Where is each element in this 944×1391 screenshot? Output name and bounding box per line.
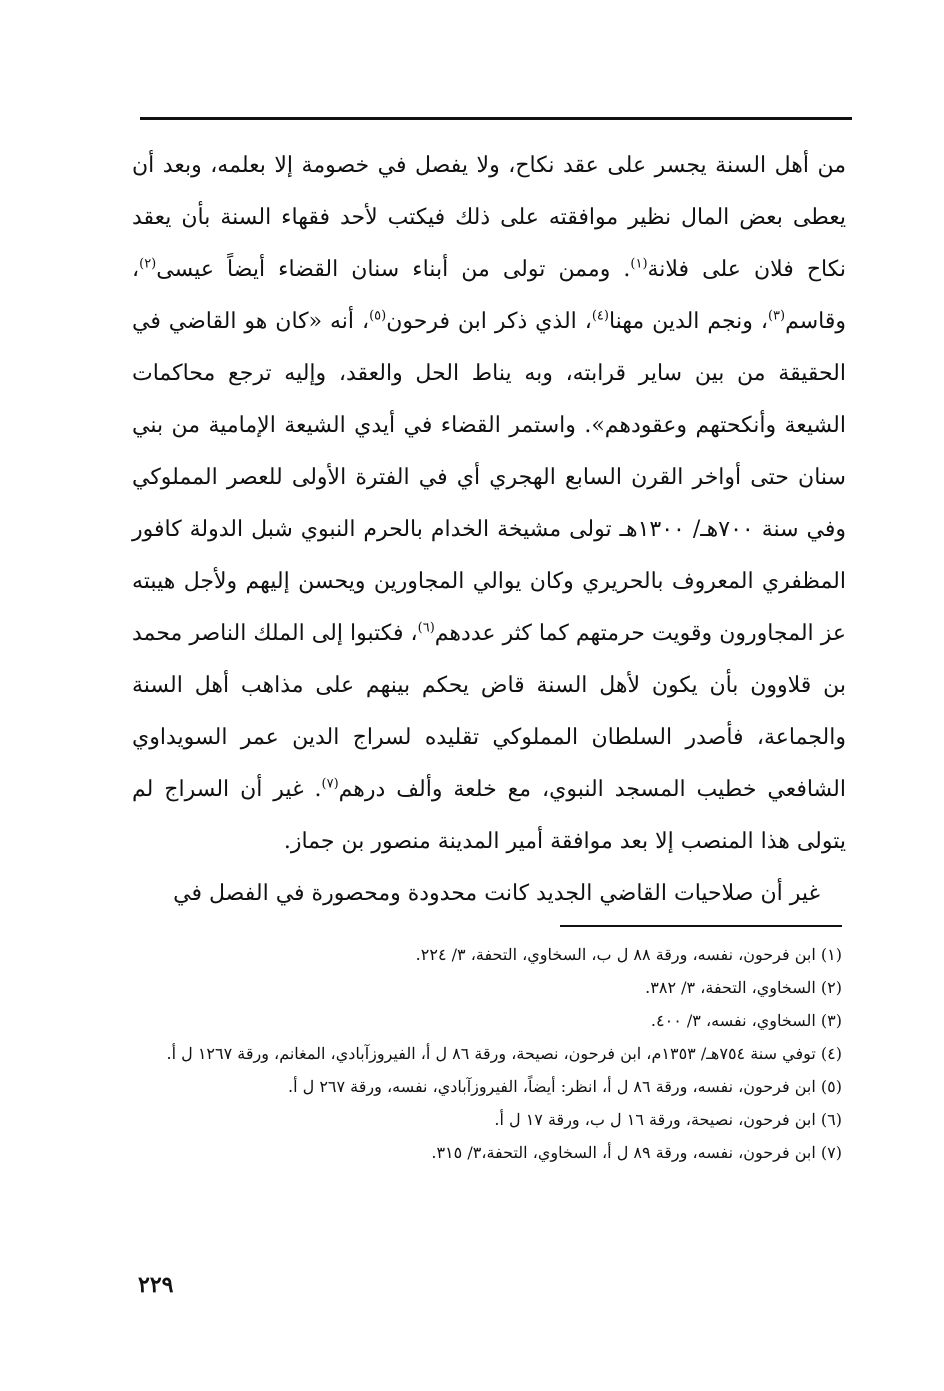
text-run: . وممن تولى من أبناء سنان القضاء أيضاً عيسى bbox=[156, 257, 631, 282]
text-run: . غير أن السراج لم يتولى هذا المنصب إلا بعد موافقة أمير المدينة منصور بن جماز. bbox=[132, 777, 846, 854]
paragraph-1 bbox=[132, 140, 846, 868]
text-run: ، وقاسم bbox=[132, 257, 847, 334]
text-run: من أهل السنة يجسر على عقد نكاح، ولا يفصل في خصومة إلا بعلمه، وبعد أن يعطى بعض المال نظير موافقته على ذلك فيكتب لأحد فقهاء السنة بأن يعقد نكاح فلان على فلانة bbox=[132, 153, 846, 282]
text-run: ، فكتبوا إلى الملك الناصر محمد بن قلاوون بأن يكون لأهل السنة قاض يحكم بينهم على مذاهب أهل السنة والجماعة، فأصدر السلطان المملوكي تقليده لسراج الدين عمر السويداوي الشافعي خطيب المسجد النبوي، مع خلعة وألف درهم bbox=[132, 621, 846, 802]
paragraph-2: غير أن صلاحيات القاضي الجديد كانت محدودة ومحصورة في الفصل في bbox=[173, 881, 820, 906]
footnote-ref-5[interactable]: (٥) bbox=[369, 308, 387, 324]
text-run: ، ونجم الدين مهنا bbox=[608, 309, 768, 334]
text-run: ، الذي ذكر ابن فرحون bbox=[386, 309, 592, 334]
footnote-ref-4[interactable]: (٤) bbox=[591, 308, 609, 324]
footnote-ref-3[interactable]: (٣) bbox=[767, 308, 786, 324]
main-text bbox=[132, 140, 846, 920]
text-run: ، أنه «كان هو القاضي في الحقيقة من بين ساير قرابته، وبه يناط الحل والعقد، وإليه ترجع محاكمات الشيعة وأنكحتهم وعقودهم». واستمر القضاء في أيدي الشيعة الإمامية من بني سنان حتى أواخر القرن السابع الهجري أي في الفترة الأولى للعصر المملوكي وفي سنة ٧٠٠هـ/ ١٣٠٠هـ تولى مشيخة الخدام بالحرم النبوي شبل الدولة كافور المظفري المعروف بالحريري وكان يوالي المجاورين ويحسن إليهم ولأجل هيبته عز المجاورون وقويت حرمتهم كما كثر عددهم bbox=[132, 309, 846, 646]
footnote-6: (٦) ابن فرحون، نصيحة، ورقة ١٦ ل ب، ورقة ١٧ ل أ. bbox=[494, 1110, 842, 1129]
footnote-3: (٣) السخاوي، نفسه، ٣/ ٤٠٠. bbox=[650, 1011, 842, 1030]
footnote-7: (٧) ابن فرحون، نفسه، ورقة ٨٩ ل أ، السخاوي، التحفة،٣/ ٣١٥. bbox=[431, 1143, 842, 1162]
page-number: ٢٢٩ bbox=[138, 1272, 174, 1298]
footnote-ref-2[interactable]: (٢) bbox=[139, 256, 157, 272]
footnote-ref-7[interactable]: (٧) bbox=[321, 776, 339, 792]
footnote-ref-1[interactable]: (١) bbox=[630, 256, 648, 272]
footnotes bbox=[132, 938, 842, 1169]
footnote-separator bbox=[560, 925, 842, 927]
footnote-5: (٥) ابن فرحون، نفسه، ورقة ٨٦ ل أ، انظر: أيضاً، الفيروزآبادي، نفسه، ورقة ٢٦٧ ل أ. bbox=[287, 1077, 842, 1096]
header-rule bbox=[140, 117, 852, 120]
footnote-ref-6[interactable]: (٦) bbox=[417, 620, 435, 636]
footnote-1: (١) ابن فرحون، نفسه، ورقة ٨٨ ل ب، السخاوي، التحفة، ٣/ ٢٢٤. bbox=[415, 945, 842, 964]
footnote-4: (٤) توفي سنة ٧٥٤هـ/ ١٣٥٣م، ابن فرحون، نصيحة، ورقة ٨٦ ل أ، الفيروزآبادي، المغانم، ورقة ١٢٦٧ ل أ. bbox=[166, 1044, 842, 1063]
footnote-2: (٢) السخاوي، التحفة، ٣/ ٣٨٢. bbox=[645, 978, 842, 997]
